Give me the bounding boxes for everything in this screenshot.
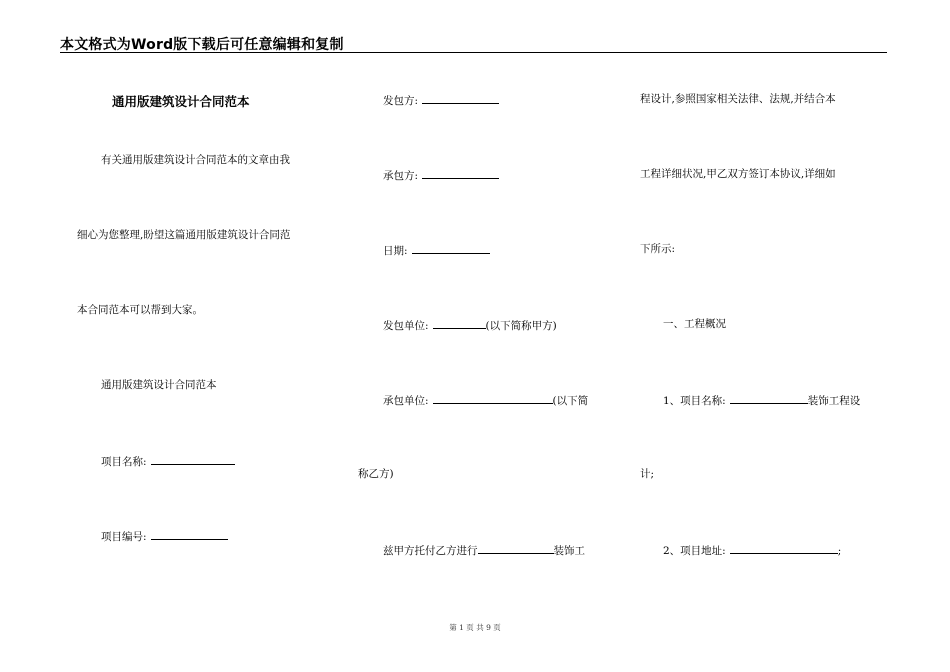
item1-label: 1、项目名称:: [663, 395, 726, 407]
item2-suffix: ;: [837, 545, 842, 557]
project-name-field: [101, 453, 235, 469]
date-label: 日期:: [383, 245, 408, 257]
contractor-unit-continuation: 称乙方): [358, 468, 394, 480]
item1-continuation: 计;: [640, 468, 655, 480]
contract-subtitle: 通用版建筑设计合同范本: [101, 379, 217, 391]
project-number-label: 项目编号:: [101, 531, 147, 543]
contractor-unit-blank: [433, 392, 553, 404]
item1-suffix: 装饰工程设: [807, 395, 861, 407]
intro-line-3: 本合同范本可以帮到大家。: [77, 304, 203, 316]
section-heading-overview: 一、工程概况: [663, 318, 726, 330]
contractor-blank: [422, 167, 499, 179]
issuer-unit-suffix: (以下简称甲方): [485, 320, 557, 332]
issuer-unit-blank: [433, 317, 486, 329]
issuer-label: 发包方:: [383, 95, 419, 107]
body-line-1: 程设计,参照国家相关法律、法规,并结合本: [640, 93, 836, 105]
item2-blank: [730, 542, 838, 554]
header-divider: [60, 52, 887, 53]
page-title: 通用版建筑设计合同范本: [112, 94, 250, 109]
project-number-blank: [151, 528, 228, 540]
date-field: [383, 242, 490, 258]
project-name-blank: [151, 453, 235, 465]
body-line-2: 工程详细状况,甲乙双方签订本协议,详细如: [640, 168, 836, 180]
issuer-field: [383, 92, 499, 108]
item2-label: 2、项目地址:: [663, 545, 726, 557]
entrust-blank: [478, 542, 554, 554]
contractor-field: [383, 167, 499, 183]
document-header-title: 本文格式为Word版下载后可任意编辑和复制: [60, 37, 344, 53]
issuer-unit-label: 发包单位:: [383, 320, 429, 332]
contractor-unit-suffix: (以下简: [552, 395, 589, 407]
item2-project-address-field: [663, 542, 841, 558]
issuer-blank: [422, 92, 499, 104]
date-blank: [412, 242, 490, 254]
issuer-unit-field: [383, 317, 557, 333]
item1-blank: [730, 392, 808, 404]
entrust-prefix: 兹甲方托付乙方进行: [383, 545, 478, 557]
intro-line-1: 有关通用版建筑设计合同范本的文章由我: [101, 154, 290, 166]
contractor-unit-label: 承包单位:: [383, 395, 429, 407]
project-number-field: [101, 528, 228, 544]
contractor-label: 承包方:: [383, 170, 419, 182]
entrust-field: [383, 542, 585, 558]
item1-project-name-field: [663, 392, 860, 408]
body-line-3: 下所示:: [640, 243, 676, 255]
project-name-label: 项目名称:: [101, 456, 147, 468]
contractor-unit-field: [383, 392, 588, 408]
entrust-suffix: 装饰工: [553, 545, 585, 557]
intro-line-2: 细心为您整理,盼望这篇通用版建筑设计合同范: [77, 229, 291, 241]
page-number-footer: 第 1 页 共 9 页: [449, 623, 501, 632]
